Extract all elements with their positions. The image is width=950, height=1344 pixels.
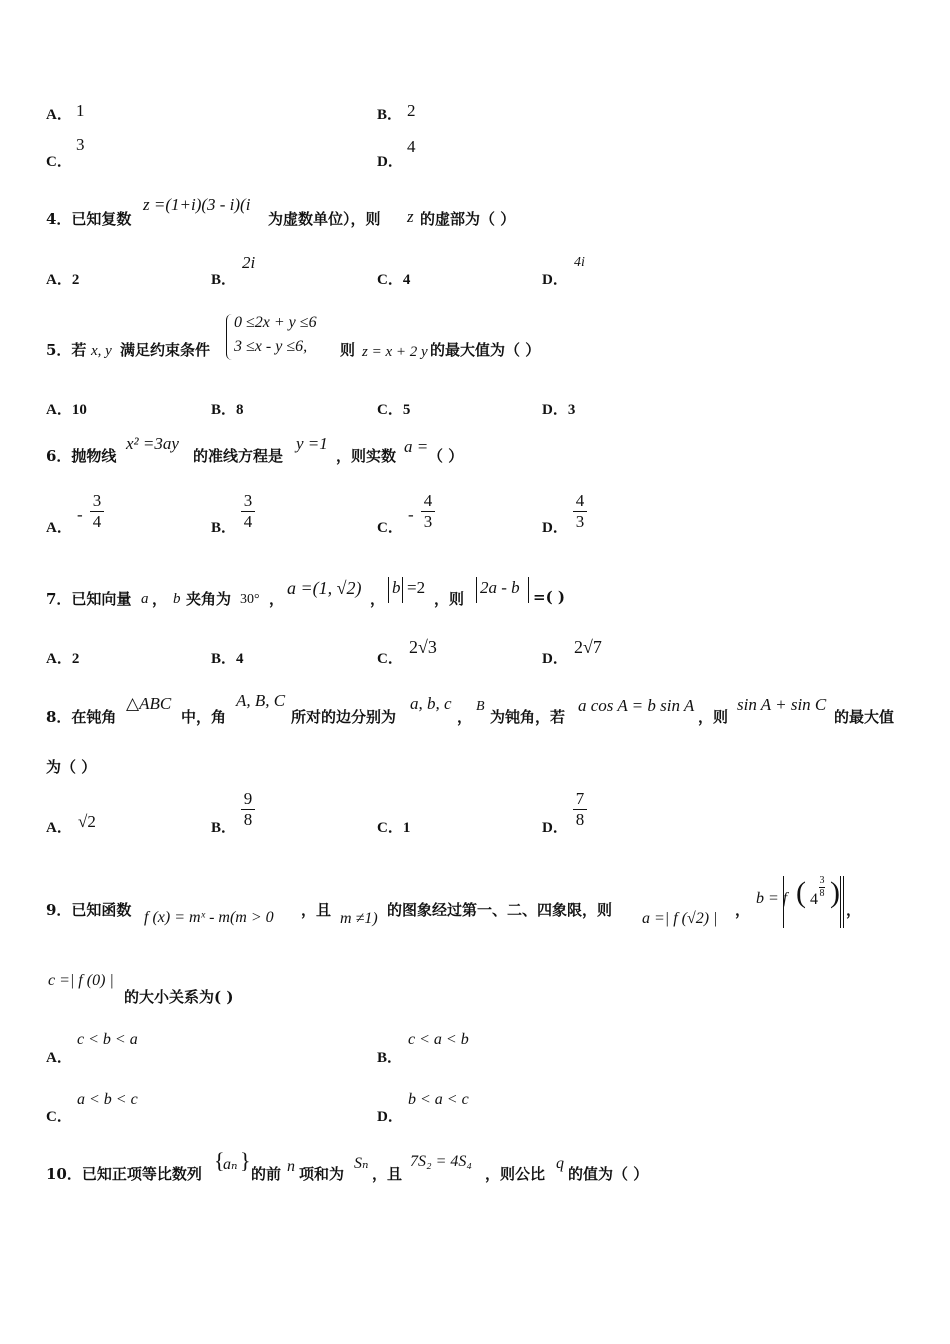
q6-a-numerator: 3 [92, 491, 102, 510]
q6-c-numerator: 4 [423, 491, 433, 510]
q7-abs-b-eq: =2 [407, 578, 426, 597]
q8-stem-1: 中，角 [181, 708, 227, 726]
q8-stem-7: 为（ ） [46, 758, 97, 776]
q7-stem-then: ，则 [434, 590, 465, 608]
q10-stem-3: ，且 [372, 1165, 403, 1183]
q5-constraint-1: 0 ≤2x + y ≤6 [234, 314, 317, 331]
q9-c-definition: c =| f (0) | [48, 972, 114, 989]
q3-option-a-label: A． [46, 107, 72, 123]
q8-stem-5: ，则 [698, 708, 729, 726]
q6-option-a-label: A． [46, 520, 72, 536]
q5-stem-end: 的最大值为（ ） [430, 341, 541, 359]
q9-condition: m ≠1) [340, 910, 378, 927]
q7-stem-end: =( ) [533, 588, 565, 606]
q6-option-c-label: C． [377, 520, 403, 536]
q9-b-definition: b = f [756, 890, 788, 907]
q7-vector-b: b [173, 591, 181, 607]
q8-expression: sin A + sin C [737, 695, 827, 714]
q5-stem-mid: 满足约束条件 [120, 341, 211, 359]
q5-vars: x, y [91, 343, 112, 359]
q3-option-a-value: 1 [76, 101, 85, 120]
q6-stem-end: （ ） [428, 447, 464, 465]
q9-b-base: 4 [810, 891, 818, 908]
q4-option-b-label: B． [211, 272, 237, 288]
q3-option-d-value: 4 [407, 137, 416, 156]
q7-abs-b: b [392, 578, 401, 597]
q4-stem-end: 的虚部为（ ） [420, 210, 516, 228]
q9-b-abs-right-1 [840, 876, 841, 928]
q10-sequence: aₙ [223, 1156, 238, 1173]
q8-option-a-value: √2 [78, 812, 96, 831]
q9-stem-1: ，且 [301, 901, 332, 919]
q10-n: n [287, 1158, 295, 1175]
q5-stem-then: 则 [340, 341, 356, 359]
q7-vector-a-value: a =(1, √2) [287, 578, 362, 598]
q6-option-d-fraction [573, 492, 587, 531]
q9-b-abs-left [783, 876, 784, 928]
q6-option-b-fraction [241, 492, 255, 531]
q10-q: q [556, 1155, 564, 1172]
q4-option-a: A．2 [46, 272, 80, 288]
q7-option-d-value: 2√7 [574, 637, 602, 657]
q9-b-abs-right-2 [843, 876, 844, 928]
q9-comma: ， [735, 901, 751, 919]
q9-option-b-value: c < a < b [408, 1031, 469, 1048]
q6-option-c-minus: - [408, 505, 414, 524]
q6-stem-start: 6．抛物线 [46, 447, 117, 465]
q4-option-d-value: 4i [574, 255, 585, 270]
q3-option-b-value: 2 [407, 101, 416, 120]
q4-option-b-value: 2i [242, 253, 256, 272]
q8-d-denominator: 8 [575, 810, 585, 829]
q8-option-c: C．1 [377, 820, 411, 836]
q4-stem-start: 4．已知复数 [46, 210, 132, 228]
q4-option-c: C．4 [377, 272, 411, 288]
q6-option-b-label: B． [211, 520, 237, 536]
q8-stem-2: 所对的边分别为 [291, 708, 397, 726]
q9-b-exponent [819, 876, 825, 899]
q7-abs-b-right [402, 577, 403, 603]
q9-option-a-label: A． [46, 1050, 72, 1066]
q4-z: z [407, 207, 414, 226]
q10-Sn: Sₙ [354, 1155, 369, 1172]
q7-stem-mid: 夹角为 [186, 590, 232, 608]
q6-b-numerator: 3 [243, 491, 253, 510]
q3-option-c-label: C． [46, 154, 72, 170]
q10-brace-right: } [240, 1148, 251, 1173]
q9-option-b-label: B． [377, 1050, 403, 1066]
q7-option-c-value: 2√3 [409, 637, 437, 657]
q3-option-c-value: 3 [76, 135, 85, 154]
q8-option-b-fraction [241, 790, 255, 829]
q5-brace [226, 314, 233, 360]
q9-option-d-label: D． [377, 1109, 403, 1125]
q10-brace-left: { [214, 1148, 225, 1173]
q6-b-denominator: 4 [243, 512, 253, 531]
q6-option-a-fraction [90, 492, 104, 531]
q8-b-denominator: 8 [243, 810, 253, 829]
q5-option-c: C．5 [377, 402, 411, 418]
q9-stem-2: 的图象经过第一、二、四象限，则 [387, 901, 613, 919]
q3-option-b-label: B． [377, 107, 403, 123]
q8-stem-4: 为钝角，若 [490, 708, 566, 726]
q7-option-a: A．2 [46, 651, 80, 667]
q9-comma2: ， [846, 901, 862, 919]
q9-option-c-value: a < b < c [77, 1091, 138, 1108]
q5-option-a: A．10 [46, 402, 87, 418]
q9-option-a-value: c < b < a [77, 1031, 138, 1048]
q8-option-a-label: A． [46, 820, 72, 836]
q9-function: f (x) = mˣ - m(m > 0 [144, 909, 274, 926]
q7-option-c-label: C． [377, 651, 403, 667]
q7-abs-expr-left [476, 577, 477, 603]
q7-stem-start: 7．已知向量 [46, 590, 132, 608]
q9-stem-3: 的大小关系为( ) [124, 988, 234, 1006]
q4-formula: z =(1+i)(3 - i)(i [143, 195, 251, 214]
q10-stem-4: ，则公比 [485, 1165, 546, 1183]
q6-directrix: y =1 [296, 434, 328, 453]
q8-option-b-label: B． [211, 820, 237, 836]
q7-comma3: ， [370, 590, 386, 608]
q7-comma2: ， [269, 590, 285, 608]
q8-d-numerator: 7 [575, 789, 585, 808]
q9-b-paren-left: ( [796, 876, 806, 909]
q6-d-numerator: 4 [575, 491, 585, 510]
q8-option-d-label: D． [542, 820, 568, 836]
q10-stem-2: 项和为 [299, 1165, 345, 1183]
q8-condition: a cos A = b sin A [578, 696, 695, 715]
q7-abs-expr-right [528, 577, 529, 603]
q8-stem-3: ， [457, 708, 473, 726]
q7-angle: 30° [240, 592, 260, 607]
q8-stem-6: 的最大值 [834, 708, 895, 726]
q8-triangle: △ABC [126, 694, 172, 713]
q6-parabola: x² =3ay [126, 434, 179, 453]
q6-d-denominator: 3 [575, 512, 585, 531]
q8-angle-b: B [476, 699, 485, 714]
q8-sides: a, b, c [410, 694, 452, 713]
q7-vector-a: a [141, 591, 149, 607]
q7-comma: ， [152, 590, 168, 608]
q10-stem-1: 的前 [251, 1165, 282, 1183]
q7-option-b: B．4 [211, 651, 244, 667]
q6-a-eq: a = [404, 437, 429, 456]
q7-abs-expr: 2a - b [480, 578, 520, 597]
q9-stem-start: 9．已知函数 [46, 901, 132, 919]
q5-option-d: D．3 [542, 402, 576, 418]
q9-b-exp-denominator: 8 [819, 888, 825, 899]
q3-option-d-label: D． [377, 154, 403, 170]
q5-option-b: B．8 [211, 402, 244, 418]
q9-b-exp-numerator: 3 [819, 875, 825, 886]
q9-option-d-value: b < a < c [408, 1091, 469, 1108]
q6-stem-mid2: ，则实数 [336, 447, 397, 465]
q5-stem-start: 5．若 [46, 341, 87, 359]
q9-option-c-label: C． [46, 1109, 72, 1125]
q8-b-numerator: 9 [243, 789, 253, 808]
q10-stem-5: 的值为（ ） [568, 1165, 649, 1183]
q4-option-d-label: D． [542, 272, 568, 288]
q9-b-paren-right: ) [830, 876, 840, 909]
q5-constraint-system [226, 314, 346, 362]
q6-a-denominator: 4 [92, 512, 102, 531]
q6-option-d-label: D． [542, 520, 568, 536]
q6-stem-mid: 的准线方程是 [193, 447, 284, 465]
q8-stem-start: 8．在钝角 [46, 708, 117, 726]
q6-option-a-minus: - [77, 505, 83, 524]
q7-option-d-label: D． [542, 651, 568, 667]
q10-equation: 7S₂ = 4S₄ [410, 1153, 472, 1170]
q6-c-denominator: 3 [423, 512, 433, 531]
q8-option-d-fraction [573, 790, 587, 829]
q6-option-c-fraction [421, 492, 435, 531]
q5-objective: z = x + 2 y [362, 344, 428, 360]
q5-constraint-2: 3 ≤x - y ≤6, [234, 338, 308, 355]
q10-stem-start: 10．已知正项等比数列 [46, 1165, 202, 1183]
q8-angles: A, B, C [236, 691, 286, 710]
q4-stem-mid: 为虚数单位），则 [268, 210, 381, 228]
q9-a-definition: a =| f (√2) | [642, 910, 718, 927]
q7-abs-b-left [388, 577, 389, 603]
